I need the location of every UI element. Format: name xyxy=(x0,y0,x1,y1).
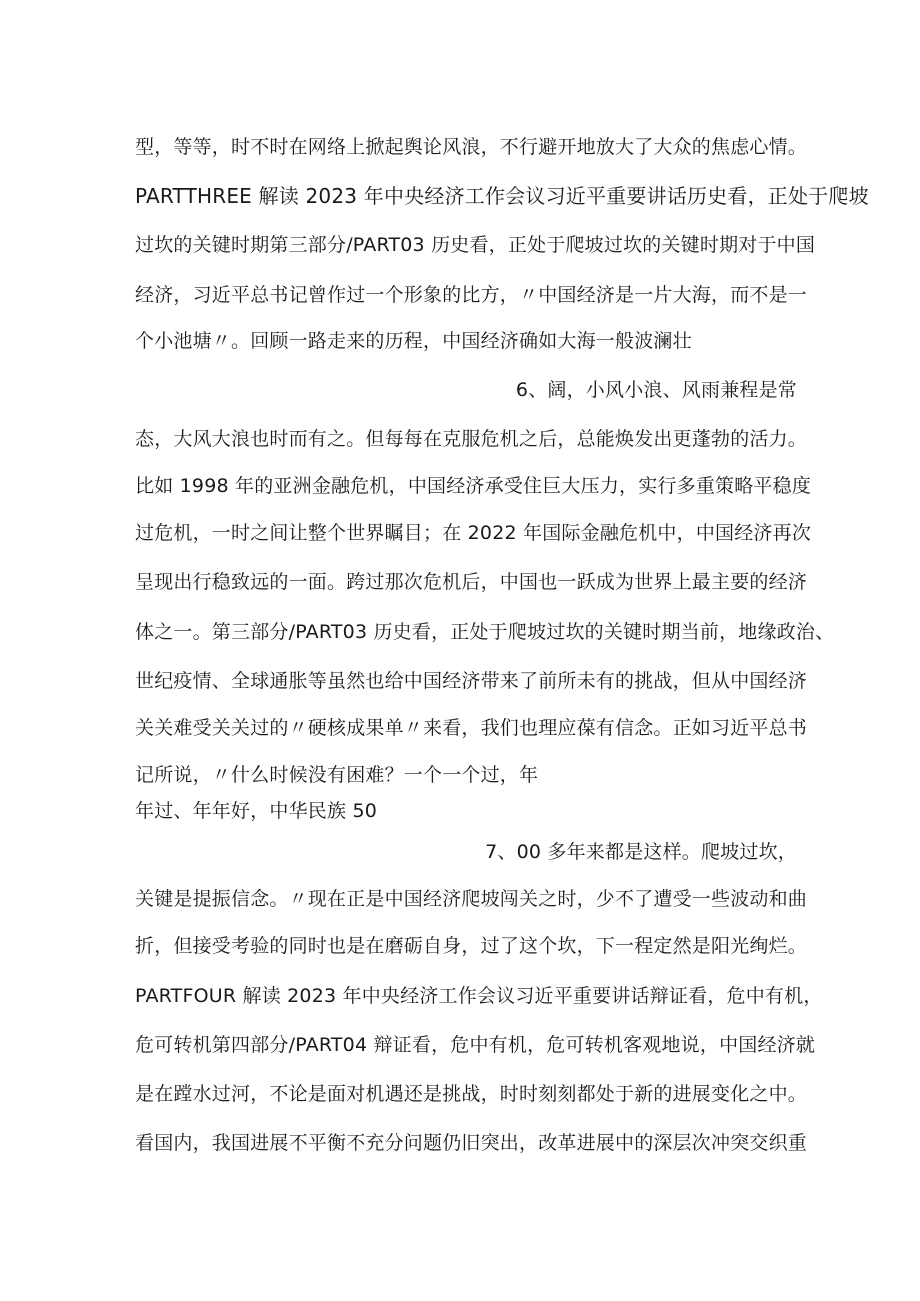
paragraph-line: 是在蹚水过河，不论是面对机遇还是挑战，时时刻刻都处于新的进展变化之中。 xyxy=(135,1083,808,1105)
paragraph-line: 记所说，〃什么时候没有困难？一个一个过，年 xyxy=(135,764,539,786)
paragraph-line: 比如 1998 年的亚洲金融危机，中国经济承受住巨大压力，实行多重策略平稳度 xyxy=(135,475,812,497)
paragraph-line: 年过、年年好，中华民族 50 xyxy=(135,800,378,822)
paragraph-line: 呈现出行稳致远的一面。跨过那次危机后，中国也一跃成为世界上最主要的经济 xyxy=(135,571,808,593)
paragraph-line: 过危机，一时之间让整个世界瞩目；在 2022 年国际金融危机中，中国经济再次 xyxy=(135,522,812,544)
paragraph-line: 个小池塘〃。回顾一路走来的历程，中国经济确如大海一般波澜壮 xyxy=(135,330,692,352)
paragraph-line: 危可转机第四部分/PART04 辩证看，危中有机，危可转机客观地说，中国经济就 xyxy=(135,1034,816,1056)
paragraph-line: 折，但接受考验的同时也是在磨砺自身，过了这个坎，下一程定然是阳光绚烂。 xyxy=(135,935,808,957)
paragraph-line: PARTFOUR 解读 2023 年中央经济工作会议习近平重要讲话辩证看，危中有机， xyxy=(135,985,823,1007)
paragraph-line: 世纪疫情、全球通胀等虽然也给中国经济带来了前所未有的挑战，但从中国经济 xyxy=(135,670,808,692)
paragraph-line: 型，等等，时不时在网络上掀起舆论风浪，不行避开地放大了大众的焦虑心情。 xyxy=(135,136,808,158)
paragraph-line: 经济，习近平总书记曾作过一个形象的比方，〃中国经济是一片大海，而不是一 xyxy=(135,284,808,306)
paragraph-line: 体之一。第三部分/PART03 历史看，正处于爬坡过坎的关键时期当前，地缘政治、 xyxy=(135,621,835,643)
paragraph-line: 态，大风大浪也时而有之。但每每在克服危机之后，总能焕发出更蓬勃的活力。 xyxy=(135,428,808,450)
paragraph-line: 看国内，我国进展不平衡不充分问题仍旧突出，改革进展中的深层次冲突交织重 xyxy=(135,1132,808,1154)
paragraph-line: 关关难受关关过的〃硬核成果单〃来看，我们也理应葆有信念。正如习近平总书 xyxy=(135,717,808,739)
paragraph-line: 关键是提振信念。〃现在正是中国经济爬坡闯关之时，少不了遭受一些波动和曲 xyxy=(135,888,808,910)
paragraph-line: 7、00 多年来都是这样。爬坡过坎， xyxy=(485,841,797,863)
paragraph-line: PARTTHREE 解读 2023 年中央经济工作会议习近平重要讲话历史看，正处于爬坡 xyxy=(135,184,869,208)
paragraph-line: 过坎的关键时期第三部分/PART03 历史看，正处于爬坡过坎的关键时期对于中国 xyxy=(135,234,816,256)
paragraph-line: 6、阔，小风小浪、风雨兼程是常 xyxy=(515,379,797,401)
